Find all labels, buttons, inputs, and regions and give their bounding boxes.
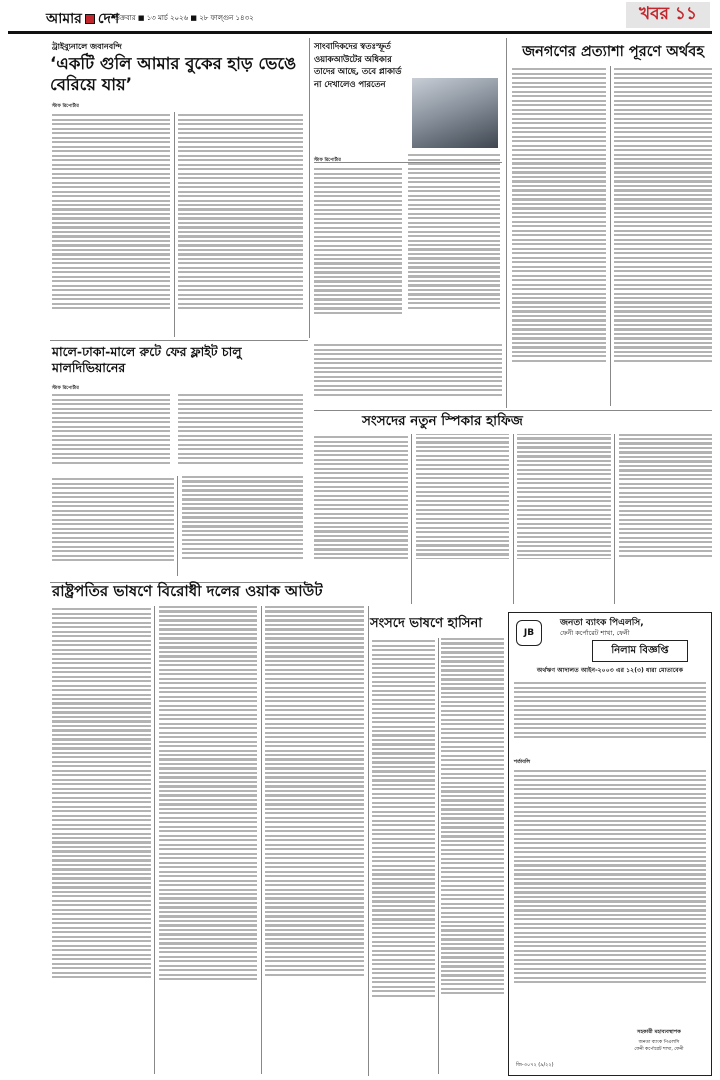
masthead: [0, 0, 720, 32]
byline-flight: স্টাফ রিপোর্টার: [52, 386, 79, 391]
headline-aspiration: জনগণের প্রত্যাশা পূরণে অর্থবহ: [522, 44, 704, 60]
article-body-president: [52, 606, 364, 1074]
article-body-aspiration-col1: [512, 66, 606, 406]
article-body-flight-col2: [178, 392, 303, 472]
divider: [50, 340, 308, 341]
article-body-walkout-tail: [314, 342, 502, 406]
advert-branch: ফেনী কর্পোরেট শাখা, ফেনী: [560, 629, 630, 637]
article-body-hasina: [372, 638, 504, 1074]
column-rule: [309, 38, 310, 338]
photo-person: [412, 78, 498, 148]
column-rule: [610, 66, 611, 406]
headline-flight: মালে-ঢাকা-মালে রুটে ফের ফ্লাইট চালু মালদিভিয়ানের: [52, 344, 242, 375]
column-rule: [506, 38, 507, 408]
divider: [314, 410, 712, 411]
logo-word-left: আমার: [46, 11, 82, 27]
article-body-flight-col1: [52, 392, 170, 472]
advert-intro: [514, 680, 706, 750]
advert-bank: জনতা ব্যাংক পিএলসি,: [560, 618, 644, 628]
article-body-tribunal-col2: [178, 112, 303, 337]
advert-signature-org: জনতা ব্যাংক পিএলসি: [638, 1040, 680, 1045]
headline-president: রাষ্ট্রপতির ভাষণে বিরোধী দলের ওয়াক আউট: [52, 582, 323, 600]
article-body-speaker: [314, 434, 712, 604]
page-label: খবর ১১: [626, 2, 710, 28]
advert-section-label: শর্তাবলি: [514, 759, 531, 765]
masthead-rule: [8, 31, 712, 34]
newspaper-logo: [46, 7, 119, 31]
advert-signature-role: সহকারী মহাব্যবস্থাপক: [637, 1029, 681, 1035]
dateline: শুক্রবার ■ ১৩ মার্চ ২০২৬ ■ ২৮ ফাল্গুন ১৪৩২: [114, 14, 254, 22]
headline-tribunal: ‘একটি গুলি আমার বুকের হাড় ভেঙে বেরিয়ে যায়’: [50, 54, 297, 94]
article-body-walkout-col1: [314, 166, 402, 336]
byline-tribunal: স্টাফ রিপোর্টার: [52, 104, 79, 109]
headline-hasina: সংসদে ভাষণে হাসিনা: [370, 616, 483, 631]
advert-signature-branch: ফেনী কর্পোরেট শাখা, ফেনী: [634, 1047, 684, 1052]
advert-terms: [514, 768, 706, 1022]
advert-title: নিলাম বিজ্ঞপ্তি: [592, 640, 688, 662]
article-body-aspiration-col2: [614, 66, 712, 406]
kicker-tribunal: ট্রাইব্যুনালে জবানবন্দি: [52, 42, 122, 51]
headline-walkout: সাংবাদিকদের স্বতঃস্ফূর্ত ওয়াকআউটের অধিকার তাদের আছে, তবে প্লাকার্ড না দেখালেও পারতেন: [314, 41, 402, 89]
article-body-tribunal-col1: [52, 112, 170, 337]
logo-square-icon: [85, 14, 95, 24]
advert-subtitle: অর্থঋণ আদালত আইন-২০০৩ এর ১২(৩) ধারা মোতাবেক: [536, 667, 684, 674]
column-rule: [174, 112, 175, 337]
bank-logo: JB: [516, 620, 542, 646]
headline-speaker: সংসদের নতুন স্পিকার হাফিজ: [362, 413, 523, 429]
logo-word-right: দেশ: [97, 11, 120, 27]
byline-walkout: স্টাফ রিপোর্টার: [314, 158, 341, 163]
advert-ref: জি-৩০৭২ (৯/২২): [516, 1062, 554, 1068]
article-body-walkout-col2: [408, 152, 500, 336]
column-rule: [368, 606, 369, 1076]
article-body-flight-tail: [52, 476, 303, 576]
